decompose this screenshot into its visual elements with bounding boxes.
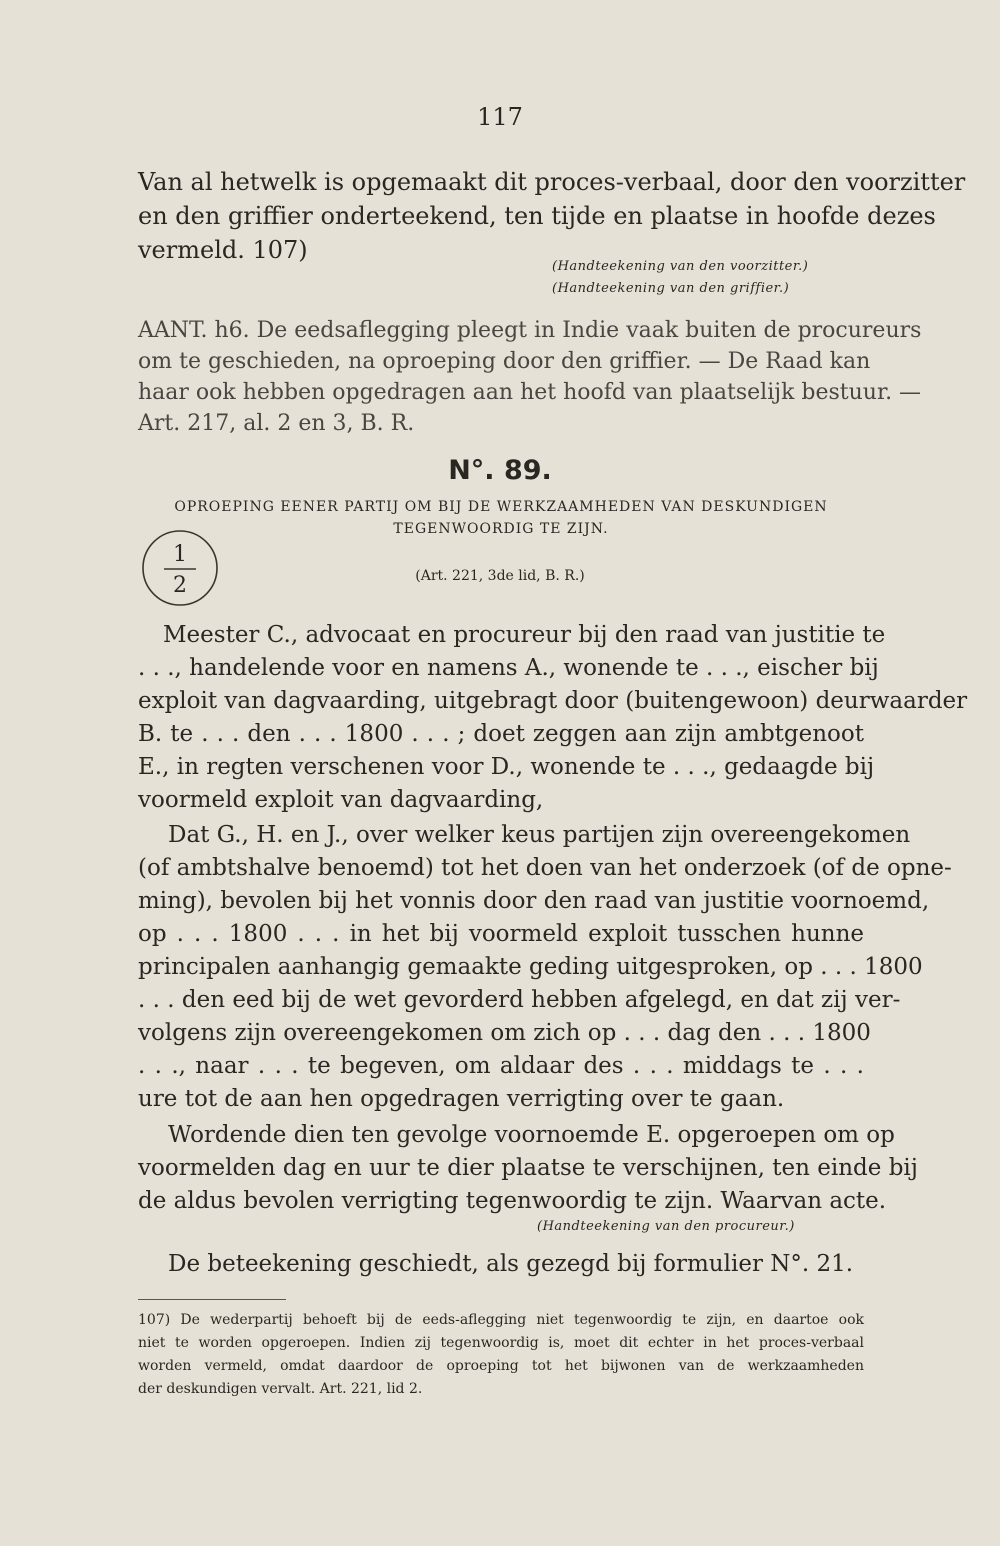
body-p3-line-2: voormelden dag en uur te dier plaatse te verschijnen, ten einde bij [138,1155,918,1181]
body-p3-line-3: de aldus bevolen verrigting tegenwoordig te zijn. Waarvan acte. [138,1188,887,1214]
body-p2-line-5: principalen aanhangig gemaakte geding uitgesproken, op . . . 1800 [138,954,923,980]
body-p2-line-3: ming), bevolen bij het vonnis door den raad van justitie voornoemd, [138,888,930,914]
body-p1-line-2: . . ., handelende voor en namens A., wonende te . . ., eischer bij [138,655,879,681]
body-p1-line-4: B. te . . . den . . . 1800 . . . ; doet zeggen aan zijn ambtgenoot [138,721,864,747]
annotation-line-4: Art. 217, al. 2 en 3, B. R. [138,411,415,436]
footnote-line-1: 107) De wederpartij behoeft bij de eeds-aflegging niet tegenwoordig te zijn, en daartoe ook [138,1312,864,1328]
signature-procureur: (Handteekening van den procureur.) [537,1219,795,1234]
annotation-line-3: haar ook hebben opgedragen aan het hoofd van plaatselijk bestuur. — [138,380,922,405]
form-number: N°. 89. [448,455,552,486]
body-p2-line-7: volgens zijn overeengekomen om zich op . . . dag den . . . 1800 [138,1020,871,1046]
opening-line-2: en den griffier onderteekend, ten tijde en plaatse in hoofde dezes [138,202,936,230]
signature-griffier: (Handteekening van den griffier.) [552,281,790,296]
body-p2-line-6: . . . den eed bij de wet gevorderd hebben afgelegd, en dat zij ver- [138,987,901,1013]
body-p2-line-9: ure tot de aan hen opgedragen verrigting over te gaan. [138,1086,785,1112]
footnote-divider [138,1299,286,1300]
annotation-line-2: om te geschieden, na oproeping door den griffier. — De Raad kan [138,349,871,374]
body-p2-line-8: . . ., naar . . . te begeven, om aldaar des . . . middags te . . . [138,1053,864,1079]
page-number: 117 [477,103,523,131]
form-title-line-1: OPROEPING EENER PARTIJ OM BIJ DE WERKZAAMHEDEN VAN DESKUNDIGEN [174,499,828,515]
body-p2-line-1: Dat G., H. en J., over welker keus partijen zijn overeengekomen [168,822,911,848]
closing-line: De beteekening geschiedt, als gezegd bij formulier N°. 21. [168,1251,854,1277]
body-p1-line-3: exploit van dagvaarding, uitgebragt door (buitengewoon) deurwaarder [138,688,968,714]
body-p2-line-4: op . . . 1800 . . . in het bij voormeld exploit tusschen hunne [138,921,864,947]
body-p1-line-5: E., in regten verschenen voor D., wonende te . . ., gedaagde bij [138,754,875,780]
footnote-line-2: niet te worden opgeroepen. Indien zij tegenwoordig is, moet dit echter in het proces-verbaal [138,1335,864,1351]
stamp-numerator: 1 [173,542,187,567]
form-title-line-2: TEGENWOORDIG TE ZIJN. [393,521,609,537]
body-p1-line-6: voormeld exploit van dagvaarding, [138,787,544,813]
body-p2-line-2: (of ambtshalve benoemd) tot het doen van het onderzoek (of de opne- [138,855,952,881]
body-p1-line-1: Meester C., advocaat en procureur bij den raad van justitie te [163,622,886,648]
signature-voorzitter: (Handteekening van den voorzitter.) [552,259,809,274]
footnote-line-3: worden vermeld, omdat daardoor de oproeping tot het bijwonen van de werkzaamheden [138,1358,864,1374]
article-reference: (Art. 221, 3de lid, B. R.) [415,568,585,584]
body-p3-line-1: Wordende dien ten gevolge voornoemde E. opgeroepen om op [168,1122,895,1148]
opening-line-1: Van al hetwelk is opgemaakt dit proces-verbaal, door den voorzitter [138,168,966,196]
footnote-line-4: der deskundigen vervalt. Art. 221, lid 2. [138,1381,423,1397]
opening-line-3: vermeld. 107) [138,236,308,264]
stamp-denominator: 2 [173,573,187,598]
annotation-line-1: AANT. h6. De eedsaflegging pleegt in Indie vaak buiten de procureurs [138,318,922,343]
